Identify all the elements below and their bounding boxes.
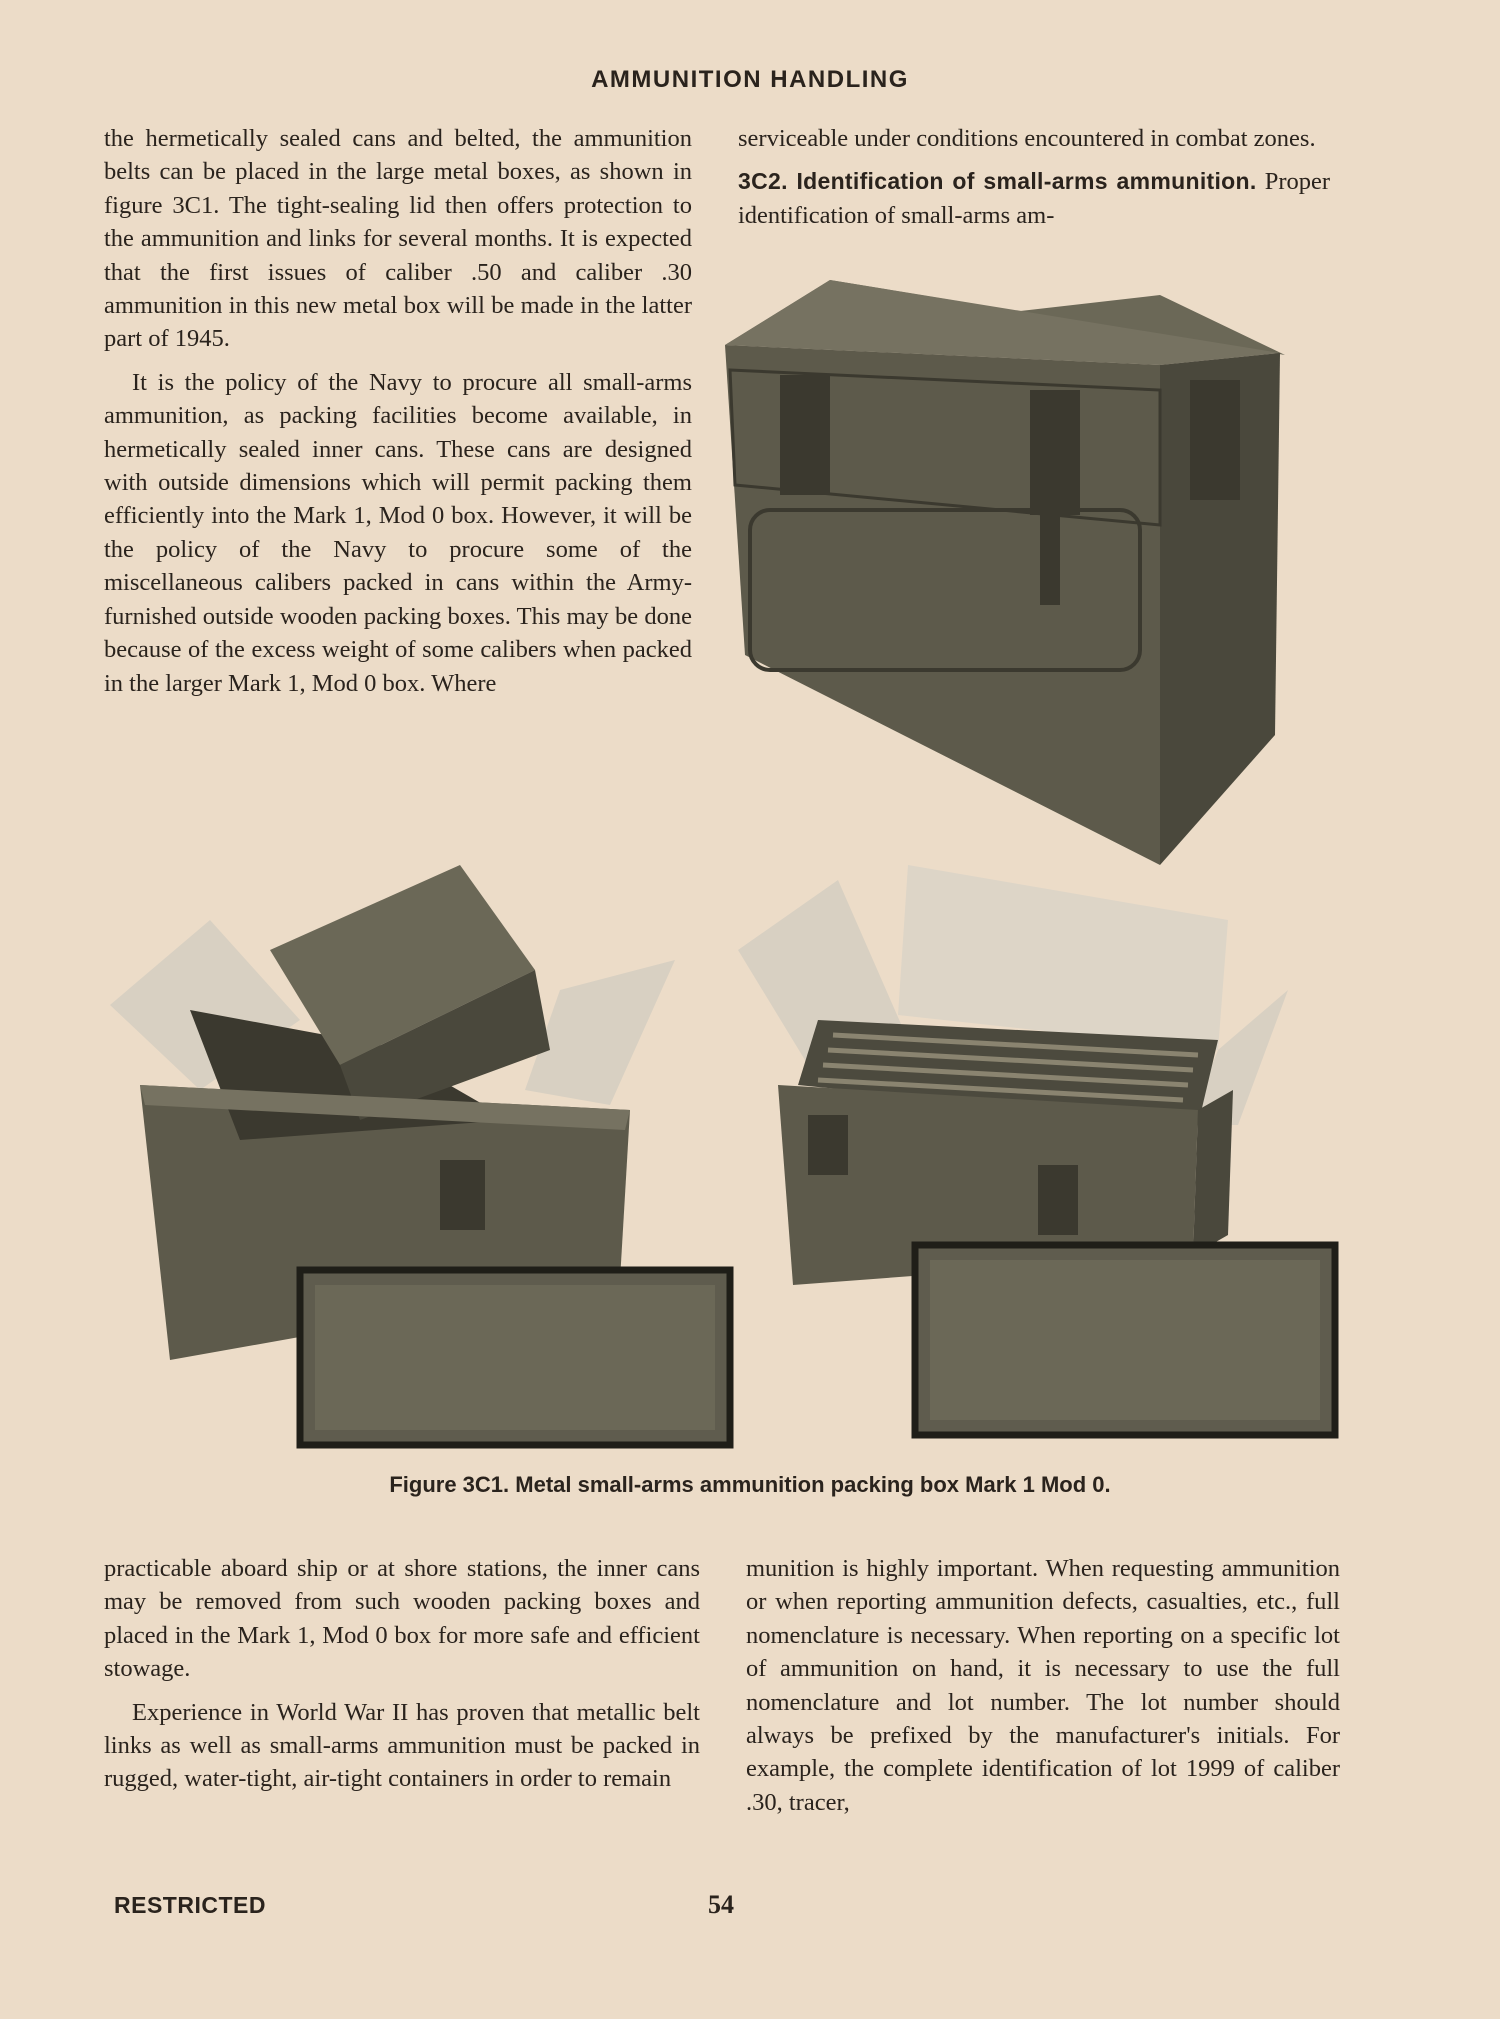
paragraph: practicable aboard ship or at shore stations, the inner cans may be removed from such wooden packing boxes and placed in the Mark 1, Mod 0 box for more safe and efficient stowage.: [104, 1555, 700, 1683]
paragraph: Experience in World War II has proven that metallic belt links as well as small-arms ammunition must be packed in rugged, water-tight, air-tight containers in order to remain: [104, 1698, 700, 1793]
section-text: Proper identification of small-arms am-: [738, 168, 1331, 229]
page-number: 54: [708, 1890, 734, 1919]
page-header: AMMUNITION HANDLING: [591, 66, 909, 93]
closed-ammo-box-photo: [720, 275, 1290, 865]
text-column-top-left: [104, 122, 692, 710]
text-column-bottom-right: [746, 1552, 1340, 1829]
text-column-bottom-left: [104, 1552, 700, 1806]
paragraph: serviceable under conditions encountered in combat zones.: [738, 125, 1316, 152]
classification-label: RESTRICTED: [114, 1892, 266, 1918]
section-paragraph: [738, 165, 1330, 232]
open-box-with-cans-photo: [110, 860, 740, 1455]
paragraph: the hermetically sealed cans and belted, the ammunition belts can be placed in the large metal boxes, as shown in figure 3C1. The tight-sealing lid then offers protection to the ammunition and links for several months. It is expected that the first issues of caliber .50 and caliber .30 ammunition in this new metal box will be made in the latter part of 1945.: [104, 125, 692, 353]
open-box-with-belts-photo: [738, 865, 1340, 1450]
section-heading: 3C2. Identification of small-arms ammunition.: [738, 168, 1257, 195]
paragraph: munition is highly important. When requesting ammunition or when reporting ammunition defects, casualties, etc., full nomenclature is necessary. When reporting on a specific lot of ammunition on hand, it is necessary to use the full nomenclature and lot number. The lot number should always be prefixed by the manufacturer's initials. For example, the complete identification of lot 1999 of caliber .30, tracer,: [746, 1555, 1340, 1816]
text-column-top-right: [738, 122, 1330, 242]
paragraph: It is the policy of the Navy to procure all small-arms ammunition, as packing facilities become available, in hermetically sealed inner cans. These cans are designed with outside dimensions which will permit packing them efficiently into the Mark 1, Mod 0 box. However, it will be the policy of the Navy to procure some of the miscellaneous calibers packed in cans within the Army-furnished outside wooden packing boxes. This may be done because of the excess weight of some calibers when packed in the larger Mark 1, Mod 0 box. Where: [104, 368, 692, 697]
figure-caption: Figure 3C1. Metal small-arms ammunition packing box Mark 1 Mod 0.: [389, 1472, 1111, 1497]
